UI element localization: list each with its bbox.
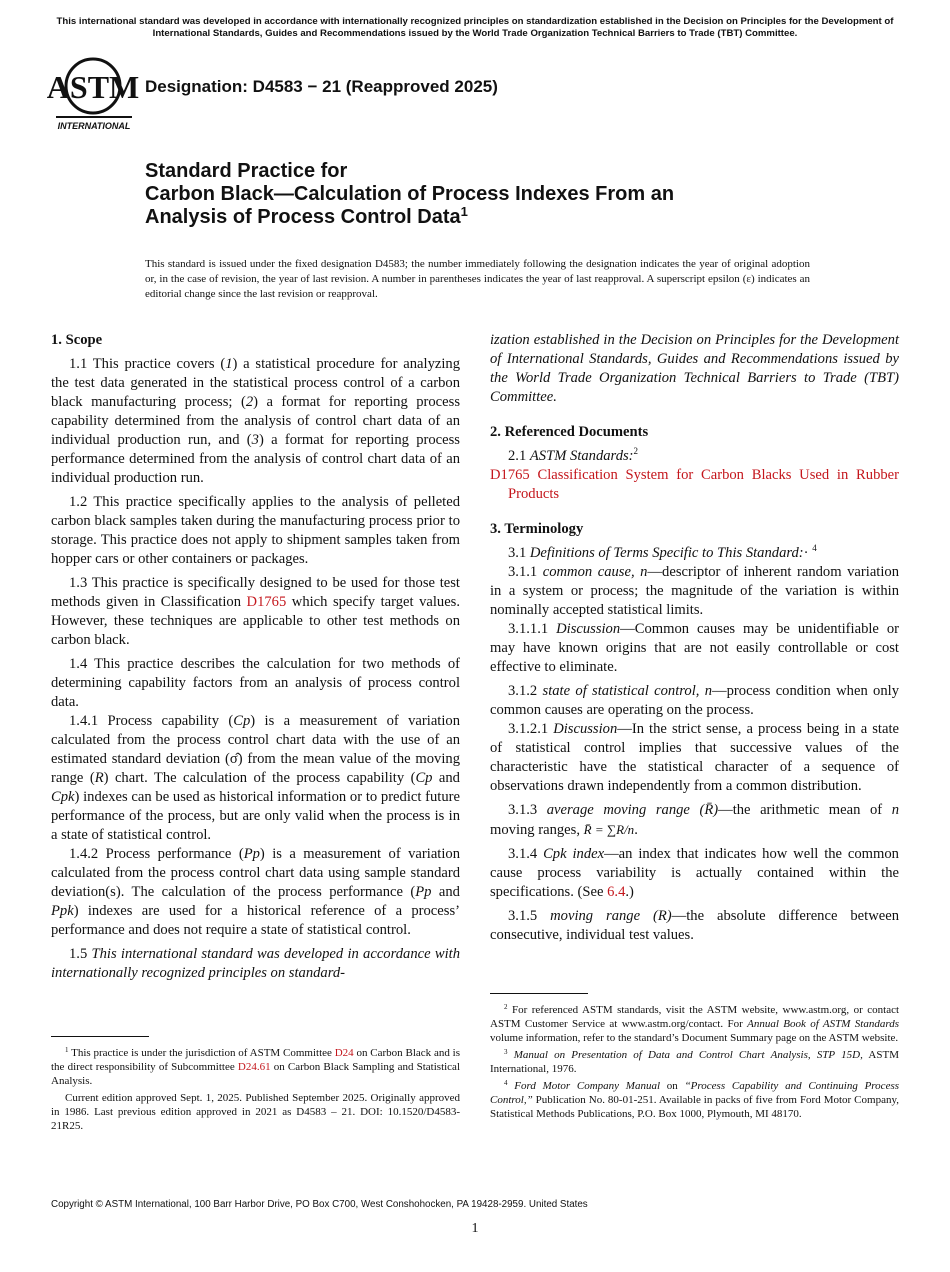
left-column (51, 331, 460, 986)
section-terminology-heading: 3. Terminology (490, 521, 584, 537)
para-3-1-2-1: 3.1.2.1 Discussion—In the strict sense, a process being in a state of statistical control implies that successive values of the characteristic have the statistical character of a sequence of observations drawn independently from a common distribution. (490, 721, 899, 794)
para-3-1-1-1: 3.1.1.1 Discussion—Common causes may be unidentifiable or may have known origins that are not easily controllable or cost effective to eliminate. (490, 621, 900, 675)
title-footnote-mark: 1 (460, 204, 468, 219)
section-scope-heading: 1. Scope (51, 332, 103, 348)
title-line-1: Standard Practice for (145, 160, 348, 182)
d24-61-link[interactable]: D24.61 (237, 1061, 271, 1073)
para-3-1: 3.1 Definitions of Terms Specific to This Standard:· $^4$ (508, 543, 817, 561)
para-1-1: 1.1 This practice covers (1) a statistical procedure for analyzing the test data generated in the statistical process control of a carbon black manufacturing process; (2) a format for reporting process capability determined from the analysis of control chart data of an individual production run, and (3) a format for reporting process performance determined from the analysis of control chart data of an individual production run. (51, 356, 460, 486)
para-1-5-continued: ization established in the Decision on Principles for the Development of International Standards, Guides and Recommendations issued by the World Trade Organization Technical Barriers to Trade (TBT) Committee. (490, 332, 899, 405)
d1765-doc-link[interactable]: D1765 (490, 467, 530, 483)
para-2-1: 2.1 ASTM Standards:$^2$ (508, 446, 639, 464)
astm-logo (46, 56, 140, 132)
designation: Designation: D4583 − 21 (Reapproved 2025) (145, 77, 498, 96)
avg-moving-range-formula: R̄ = ∑R/n (583, 822, 635, 837)
para-1-4-2: 1.4.2 Process performance (Pp) is a measurement of variation calculated from the process control chart data using sample standard deviation(s). The calculation of the process performance (Pp and Ppk) indexes are used for a historical reference of a process’ performance and does not require a state of statistical control. (51, 846, 461, 938)
document-title (145, 160, 845, 229)
section-referenced-documents-heading: 2. Referenced Documents (490, 424, 649, 440)
para-3-1-3: 3.1.3 average moving range (R̄)—the arithmetic mean of n moving ranges, R̄ = ∑R/n. (490, 802, 899, 838)
footnote-3: $^3$ Manual on Presentation of Data and Control Chart Analysis, STP 15D, ASTM International, 1976. (490, 1048, 899, 1075)
footnote-1: $^1$ This practice is under the jurisdiction of ASTM Committee D24 on Carbon Black and is the direct responsibility of Subcommittee D24.61 on Carbon Black Sampling and Statistical Analysis. (51, 1046, 460, 1087)
referenced-doc-d1765 (490, 466, 899, 504)
para-1-2: 1.2 This practice specifically applies to the analysis of pelleted carbon black samples taken during the manufacturing process prior to storage. This practice does not apply to shipment samples taken from hopper cars or other containers or packages. (51, 494, 460, 567)
d1765-link[interactable]: D1765 (246, 594, 287, 610)
para-1-5-start: 1.5 This international standard was developed in accordance with internationally recognized principles on standard- (51, 946, 461, 981)
title-line-2: Carbon Black—Calculation of Process Indexes From an (145, 183, 675, 205)
top-notice: This international standard was developed in accordance with internationally recognized principles on standardization established in the Decision on Principles for the Development of International Standards, Guides and Recommendations issued by the World Trade Organization Technical Barriers to Trade (TBT) Committee. (56, 16, 894, 39)
footnote-2: $^2$ For referenced ASTM standards, visit the ASTM website, www.astm.org, or contact ASTM Customer Service at www.astm.org/contact. For Annual Book of ASTM Standards volume information, refer to the standard’s Document Summary page on the ASTM website. (490, 1003, 900, 1044)
footnotes-left (51, 1046, 460, 1136)
para-3-1-5: 3.1.5 moving range (R)—the absolute difference between consecutive, individual test values. (490, 908, 899, 943)
para-1-4: 1.4 This practice describes the calculation for two methods of determining capability factors from an analysis of process control data. (51, 656, 460, 710)
footnote-rule-left (51, 1036, 149, 1037)
d1765-title-link[interactable]: Classification System for Carbon Blacks Used in Rubber Products (508, 467, 899, 502)
avg-moving-range-symbol: (R̄) (699, 802, 719, 818)
footnote-1-edition: Current edition approved Sept. 1, 2025. Published September 2025. Originally approved in 1986. Last previous edition approved in 2021 as D4583 – 21. DOI: 10.1520/D4583-21R25. (51, 1092, 460, 1132)
copyright-line: Copyright © ASTM International, 100 Barr Harbor Drive, PO Box C700, West Conshohocken, PA 19428-2959. United States (51, 1199, 588, 1210)
para-3-1-1: 3.1.1 common cause, n—descriptor of inherent random variation in a system or process; the magnitude of the variation is within nominally accepted statistical limits. (490, 564, 899, 618)
issuance-statement: This standard is issued under the fixed designation D4583; the number immediately following the designation indicates the year of original adoption or, in the case of revision, the year of last revision. A number in parentheses indicates the year of last reapproval. A superscript epsilon (ε) indicates an editorial change since the last revision or reapproval. (145, 258, 810, 300)
para-3-1-2: 3.1.2 state of statistical control, n—process condition when only common causes are operating on the process. (490, 683, 900, 718)
para-3-1-4: 3.1.4 Cpk index—an index that indicates how well the common cause process variability is actually contained within the specifications. (See 6.4.) (490, 846, 899, 900)
para-1-4-1: 1.4.1 Process capability (Cp) is a measurement of variation calculated from the process control chart data with the use of an estimated standard deviation (σ̂) from the mean value of the moving range (R) chart. The calculation of the process capability (Cp and Cpk) indexes can be used as historical information or to predict future performance of the process, but are only valid when the process is in a state of statistical control. (51, 713, 461, 843)
section-6-4-link[interactable]: 6.4 (607, 884, 626, 900)
d24-link[interactable]: D24 (334, 1047, 354, 1059)
footnote-rule-right (490, 993, 588, 994)
page-number: 1 (471, 1221, 479, 1236)
footnote-4: $^4$ Ford Motor Company Manual on “Process Capability and Continuing Process Control,” Publication No. 80-01-251. Available in packs of five from Ford Motor Company, Statistical Methods Publications, P.O. Box 1000, Plymouth, MI 48170. (490, 1079, 900, 1120)
svg-text:ASTM: ASTM (46, 69, 140, 105)
svg-text:INTERNATIONAL: INTERNATIONAL (57, 121, 131, 131)
title-line-3: Analysis of Process Control Data$^1$ (145, 204, 468, 228)
para-1-3: 1.3 This practice is specifically designed to be used for those test methods given in Classification D1765 which specify target values. However, these techniques are applicable to other test methods on carbon black. (51, 575, 460, 648)
right-column (490, 331, 899, 945)
footnotes-right (490, 1003, 899, 1124)
